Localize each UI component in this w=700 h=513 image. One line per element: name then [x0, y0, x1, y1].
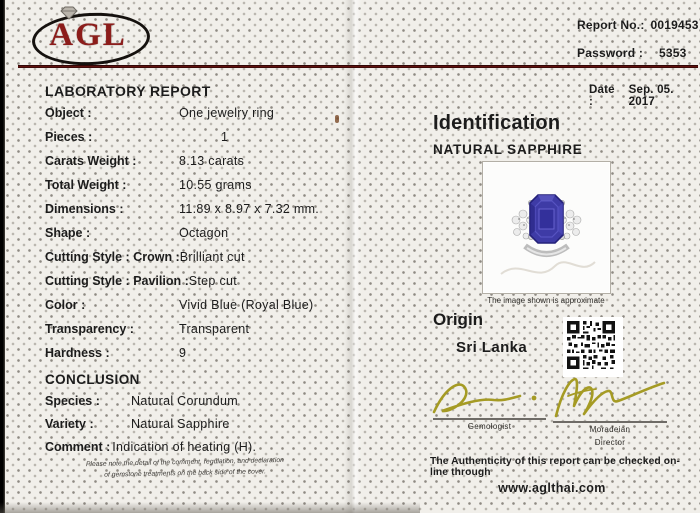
field-row-pieces — [45, 130, 375, 154]
field-label: Shape : — [45, 226, 91, 240]
field-row-shape — [45, 226, 375, 250]
director-signature — [548, 372, 674, 424]
field-row-transparency — [45, 322, 375, 346]
conclusion-fields — [45, 394, 375, 463]
field-value: One jewelry ring — [179, 106, 275, 120]
director-label: Director — [594, 438, 626, 447]
gemologist-signature — [428, 376, 556, 420]
origin-label: Origin — [433, 310, 484, 329]
field-label: Object : — [45, 106, 92, 120]
footnote-line2: of gemstone treatments on the back side of the cover. — [104, 468, 267, 479]
qr-code-icon — [563, 317, 623, 377]
field-label: Comment : — [45, 440, 111, 454]
report-date — [589, 84, 700, 108]
field-value: Natural Sapphire — [131, 417, 230, 431]
photo-caption: The image shown is approximate — [487, 296, 605, 305]
report-fields — [45, 106, 375, 370]
identification-title: Identification — [433, 112, 561, 134]
field-label: Variety : — [45, 417, 94, 431]
field-row-total-weight — [45, 178, 375, 202]
field-value: 9 — [179, 346, 187, 360]
agl-logo — [26, 7, 152, 65]
field-label: Dimensions : — [45, 202, 124, 216]
report-number-label: Report No.: — [577, 18, 645, 32]
field-value: Octagon — [179, 226, 229, 240]
signature-line-left — [433, 418, 546, 420]
password-value: 5353 — [659, 46, 687, 60]
website-url: www.aglthai.com — [498, 481, 606, 495]
field-label: Hardness : — [45, 346, 110, 360]
field-row-dimensions — [45, 202, 375, 226]
field-value: Natural Corundum — [131, 394, 238, 408]
field-value: 10.55 grams — [179, 178, 252, 192]
footnote-line1: Please note the detail of the comment, regulation, and declaration — [85, 456, 284, 469]
origin-value: Sri Lanka — [456, 339, 528, 356]
maroon-divider — [18, 65, 698, 68]
scan-edge-bottom — [0, 502, 420, 513]
field-label: Carats Weight : — [45, 154, 137, 168]
report-number — [577, 18, 699, 32]
conclusion-title: CONCLUSION — [45, 372, 140, 387]
field-value: Brilliant cut — [179, 250, 245, 264]
date-value: Sep. 05. 2017 — [628, 84, 674, 108]
field-label: Pieces : — [45, 130, 93, 144]
field-row-species — [45, 394, 375, 417]
report-number-value: 0019453 — [650, 18, 699, 32]
gemologist-label: Gemologist — [467, 422, 512, 431]
field-value: 11.89 x 8.97 x 7.32 mm. — [179, 202, 320, 216]
field-value: 8.13 carats — [179, 154, 245, 168]
logo-text: AGL — [49, 17, 127, 53]
field-label: Cutting Style : Crown : — [45, 250, 180, 264]
date-label: Date : — [589, 84, 615, 108]
identification-subtitle: NATURAL SAPPHIRE — [433, 142, 583, 157]
field-value: Vivid Blue (Royal Blue) — [179, 298, 314, 312]
field-label: Total Weight : — [45, 178, 127, 192]
director-name: Moradeian — [589, 425, 631, 434]
signature-line-right — [553, 421, 667, 423]
field-row-cutting-pavilion — [45, 274, 375, 298]
field-row-variety — [45, 417, 375, 440]
field-row-carats-weight — [45, 154, 375, 178]
sapphire-ring-photo — [483, 162, 610, 293]
field-label: Cutting Style : Pavilion : — [45, 274, 189, 288]
field-label: Species : — [45, 394, 100, 408]
lab-report-title: LABORATORY REPORT — [45, 83, 211, 99]
field-value: Step cut — [188, 274, 238, 288]
field-value: Indication of heating (H). — [112, 440, 257, 454]
authenticity-note: The Authenticity of this report can be checked on-line through — [430, 456, 681, 478]
field-row-color — [45, 298, 375, 322]
scan-edge-left — [0, 0, 5, 513]
password — [577, 46, 687, 60]
field-row-cutting-crown — [45, 250, 375, 274]
password-label: Password : — [577, 46, 644, 60]
field-value: 1 — [221, 130, 229, 144]
gem-photo-frame — [482, 161, 611, 294]
field-label: Transparency : — [45, 322, 134, 336]
field-row-object — [45, 106, 375, 130]
field-value: Transparent — [179, 322, 250, 336]
field-row-hardness — [45, 346, 375, 370]
field-label: Color : — [45, 298, 86, 312]
